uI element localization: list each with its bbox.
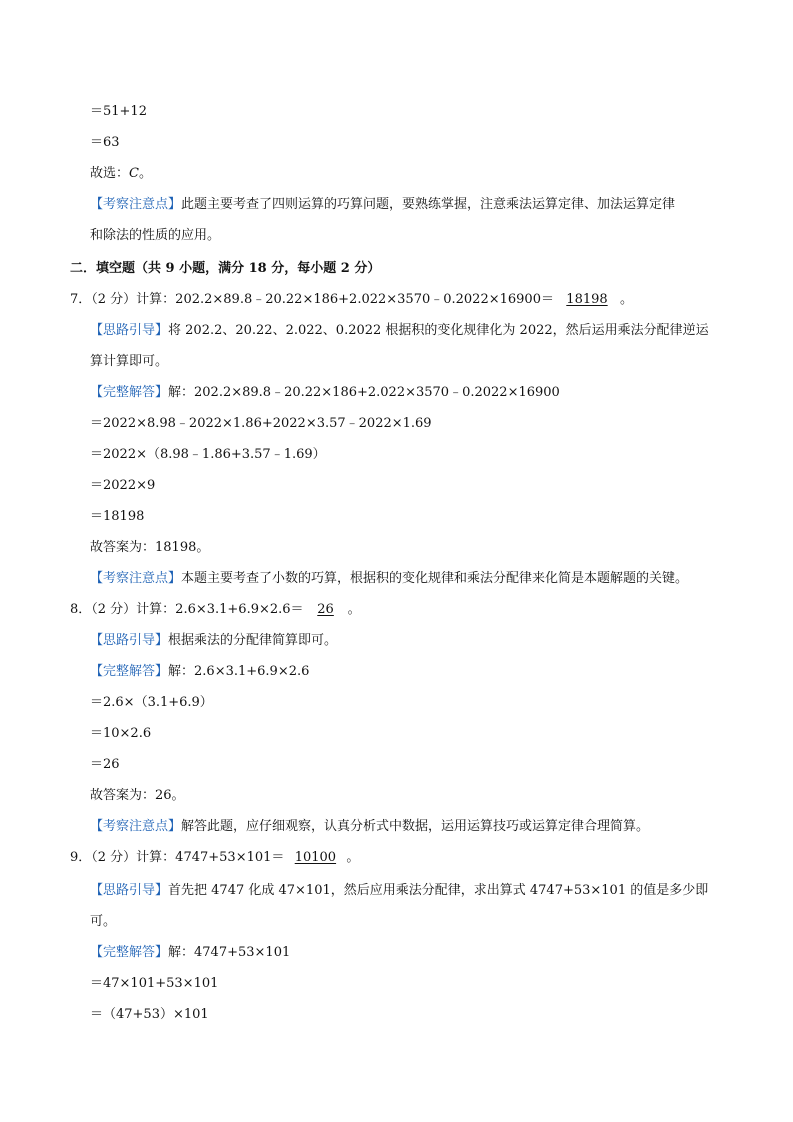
- answer-line: 故答案为：18198。: [90, 540, 210, 555]
- answer-blank: 18198: [566, 292, 608, 307]
- hint-text: 根据乘法的分配律简算即可。: [168, 633, 338, 648]
- solution-tag: 【完整解答】: [90, 945, 169, 960]
- calc-line: ＝51+12: [90, 104, 147, 119]
- question-end: 。: [619, 292, 633, 307]
- solution-line: [90, 663, 309, 681]
- calc-line: ＝2022×（8.98﹣1.86+3.57﹣1.69）: [90, 447, 326, 462]
- answer-blank: 26: [317, 602, 334, 617]
- question-text: 7．（2 分）计算：202.2×89.8﹣20.22×186+2.022×3570﹣0.2022×16900＝: [70, 292, 554, 307]
- note-line: [90, 196, 675, 214]
- hint-tag: 【思路引导】: [90, 883, 169, 898]
- calc-line: ＝63: [90, 135, 120, 150]
- solution-text: 解：202.2×89.8﹣20.22×186+2.022×3570﹣0.2022×16900: [168, 385, 560, 400]
- question-end: 。: [347, 602, 361, 617]
- answer-line: 故答案为：26。: [90, 788, 185, 803]
- question-8: [70, 601, 361, 619]
- choice-prefix: 故选：: [90, 166, 130, 181]
- solution-text: 解：4747+53×101: [168, 945, 291, 960]
- calc-line: ＝10×2.6: [90, 726, 152, 741]
- solution-line: [90, 944, 290, 962]
- solution-tag: 【完整解答】: [90, 385, 169, 400]
- question-end: 。: [346, 850, 360, 865]
- calc-line: ＝2022×9: [90, 478, 156, 493]
- hint-tag: 【思路引导】: [90, 323, 169, 338]
- question-7: [70, 291, 633, 309]
- answer-blank: 10100: [294, 850, 337, 865]
- calc-line: ＝2022×8.98﹣2022×1.86+2022×3.57﹣2022×1.69: [90, 416, 432, 431]
- note-tag: 【考察注意点】: [90, 571, 182, 586]
- question-text: 9．（2 分）计算：4747+53×101＝: [70, 850, 285, 865]
- note-line-cont: 和除法的性质的应用。: [90, 228, 221, 243]
- note-text: 解答此题，应仔细观察，认真分析式中数据，运用运算技巧或运算定律合理简算。: [181, 819, 650, 834]
- choice-line: [90, 165, 152, 183]
- choice-letter: C: [129, 166, 139, 181]
- calc-line: ＝47×101+53×101: [90, 976, 219, 991]
- hint-line: [90, 632, 337, 650]
- note-text: 本题主要考查了小数的巧算，根据积的变化规律和乘法分配律来化简是本题解题的关键。: [181, 571, 689, 586]
- calc-line: ＝（47+53）×101: [90, 1007, 209, 1022]
- section-heading: 二．填空题（共 9 小题，满分 18 分，每小题 2 分）: [70, 261, 381, 276]
- solution-tag: 【完整解答】: [90, 664, 169, 679]
- hint-line-cont: 算计算即可。: [90, 354, 169, 369]
- choice-suffix: 。: [138, 166, 152, 181]
- calc-line: ＝2.6×（3.1+6.9）: [90, 695, 213, 710]
- note-tag: 【考察注意点】: [90, 819, 182, 834]
- hint-text: 首先把 4747 化成 47×101，然后应用乘法分配律，求出算式 4747+53×101 的值是多少即: [168, 883, 709, 898]
- hint-text: 将 202.2、20.22、2.022、0.2022 根据积的变化规律化为 2022，然后运用乘法分配律逆运: [168, 323, 709, 338]
- note-line: [90, 570, 688, 588]
- solution-text: 解：2.6×3.1+6.9×2.6: [168, 664, 310, 679]
- question-9: [70, 849, 359, 867]
- hint-line: [90, 882, 708, 900]
- hint-tag: 【思路引导】: [90, 633, 169, 648]
- question-text: 8．（2 分）计算：2.6×3.1+6.9×2.6＝: [70, 602, 304, 617]
- note-tag: 【考察注意点】: [90, 197, 182, 212]
- hint-line-cont: 可。: [90, 914, 117, 929]
- hint-line: [90, 322, 709, 340]
- calc-line: ＝18198: [90, 509, 145, 524]
- note-line: [90, 818, 649, 836]
- solution-line: [90, 384, 560, 402]
- calc-line: ＝26: [90, 757, 120, 772]
- note-text: 此题主要考查了四则运算的巧算问题，要熟练掌握，注意乘法运算定律、加法运算定律: [181, 197, 676, 212]
